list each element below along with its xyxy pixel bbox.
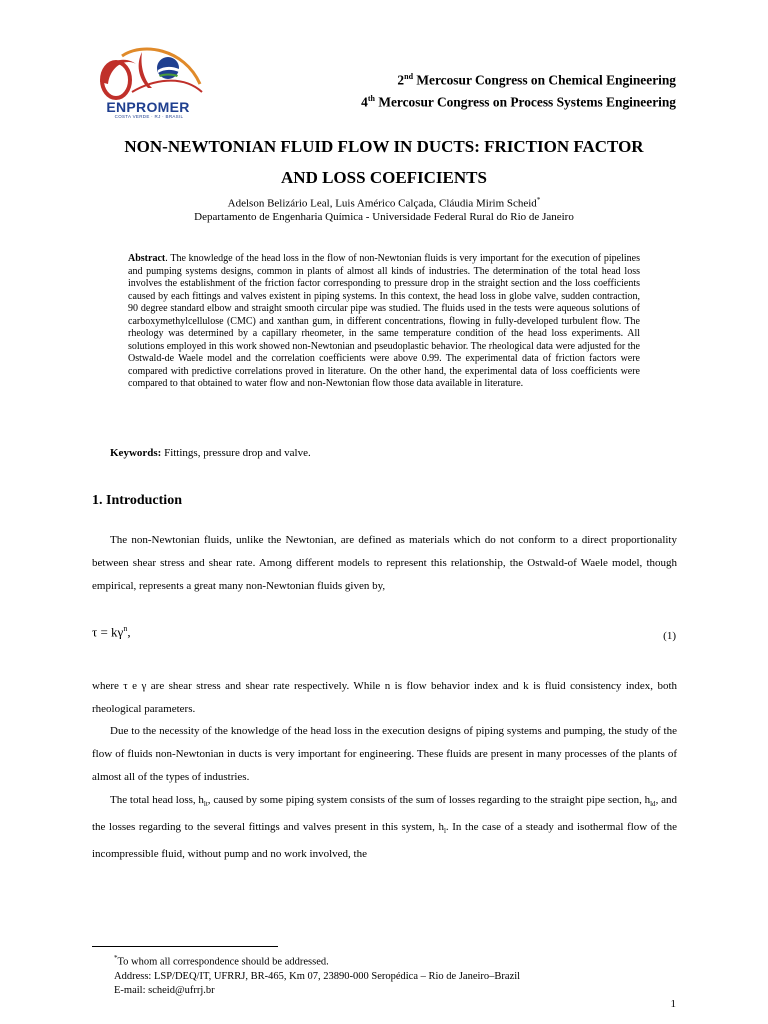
- footnote-rule: [92, 946, 278, 947]
- congress-header: [361, 68, 676, 112]
- equation-number: (1): [663, 630, 676, 642]
- authors-block: [60, 194, 708, 224]
- keywords: Keywords: Fittings, pressure drop and valve.: [110, 447, 311, 459]
- paragraph-2: where τ e γ are shear stress and shear rate respectively. While n is flow behavior index and k is fluid consistency index, both rheological parameters.: [92, 680, 677, 715]
- equation-1: $\tau = k\gamma^n$,: [92, 624, 131, 640]
- paragraph-4: The total head loss, $h_{lt}$, caused by some piping system consists of the sum of losses regarding to the straight pipe section, $h_{ld}$, and the losses regarding to the several fittings and valves present in this system, $h_l$. In the case of a steady and isothermal flow of the incompressible fluid, without pump and no work involved, the: [92, 794, 677, 861]
- paragraph-1: The non-Newtonian fluids, unlike the Newtonian, are defined as materials which do not conform to a direct proportionality between shear stress and shear rate. Among different models to represent this relationship, the Ostwald-of Waele model, though empirical, represents a great many non-Newtonian fluids given by,: [92, 534, 677, 592]
- footnote: *To whom all correspondence should be addressed. Address: LSP/DEQ/IT, UFRRJ, BR-465, Km 07, 23890-000 Seropédica – Rio de Janeiro–Brazil E-mail: scheid@ufrrj.br: [114, 954, 521, 996]
- abstract-label: Abstract: [128, 253, 166, 264]
- paragraph-3: Due to the necessity of the knowledge of the head loss in the execution designs of piping systems and pumping, the study of the flow of fluids non-Newtonian in ducts is very important for engineering. These fluids are present in many processes of the plants of almost all of the types of industries.: [92, 725, 677, 783]
- author-names: Adelson Belizário Leal, Luis Américo Calçada, Cláudia Mirim Scheid*: [227, 196, 541, 210]
- logo-subtext: COSTA VERDE · RJ · BRASIL: [114, 114, 184, 119]
- paper-title: [60, 131, 708, 193]
- title-line-1: NON-NEWTONIAN FLUID FLOW IN DUCTS: FRICTION FACTOR: [124, 137, 644, 156]
- author-affiliation: Departamento de Engenharia Química - Universidade Federal Rural do Rio de Janeiro: [194, 210, 574, 223]
- title-line-2: AND LOSS COEFICIENTS: [281, 168, 487, 187]
- header-line-1: 2nd Mercosur Congress on Chemical Engineering: [397, 72, 676, 88]
- abstract-text: . The knowledge of the head loss in the flow of non-Newtonian fluids is very important for the execution of pipelines and pumping systems designs, common in plants of almost all kinds of industries. The determination of the total head loss involves the establishment of the friction factor corresponding to pressure drop in the straight section and the loss coefficients caused by each fittings and valves existent in piping systems. In this context, the head loss in globe valve, sudden contraction, 90 degree standard elbow and straight smooth circular pipe was studied. The fluids used in the tests were aqueous solutions of carboxymethylcellulose (CMC) and xanthan gum, in different concentrations, flowing in fully-developed turbulent flow. The rheology was determined by a capillary rheometer, in the same temperature condition of the head loss experiments. All solutions employed in this work showed non-Newtonian and pseudoplastic behavior. The rheological data were adjusted for the Ostwald-de Waele model and the correlation coefficients were above 0.99. The experimental data of friction factors were compared with predictive correlations proved in literature. On the other hand, the experimental data of loss coefficients were compared to that obtained to water flow and non-Newtonian flow those data available in literature.: [128, 253, 640, 390]
- header-line-2: 4th Mercosur Congress on Process Systems Engineering: [361, 93, 676, 110]
- page-number: 1: [670, 998, 676, 1010]
- logo-wordmark: ENPROMER: [106, 99, 190, 115]
- footnote-email: E-mail: scheid@ufrrj.br: [114, 984, 215, 996]
- abstract: [128, 253, 640, 391]
- section-heading-introduction: 1. Introduction: [92, 493, 182, 508]
